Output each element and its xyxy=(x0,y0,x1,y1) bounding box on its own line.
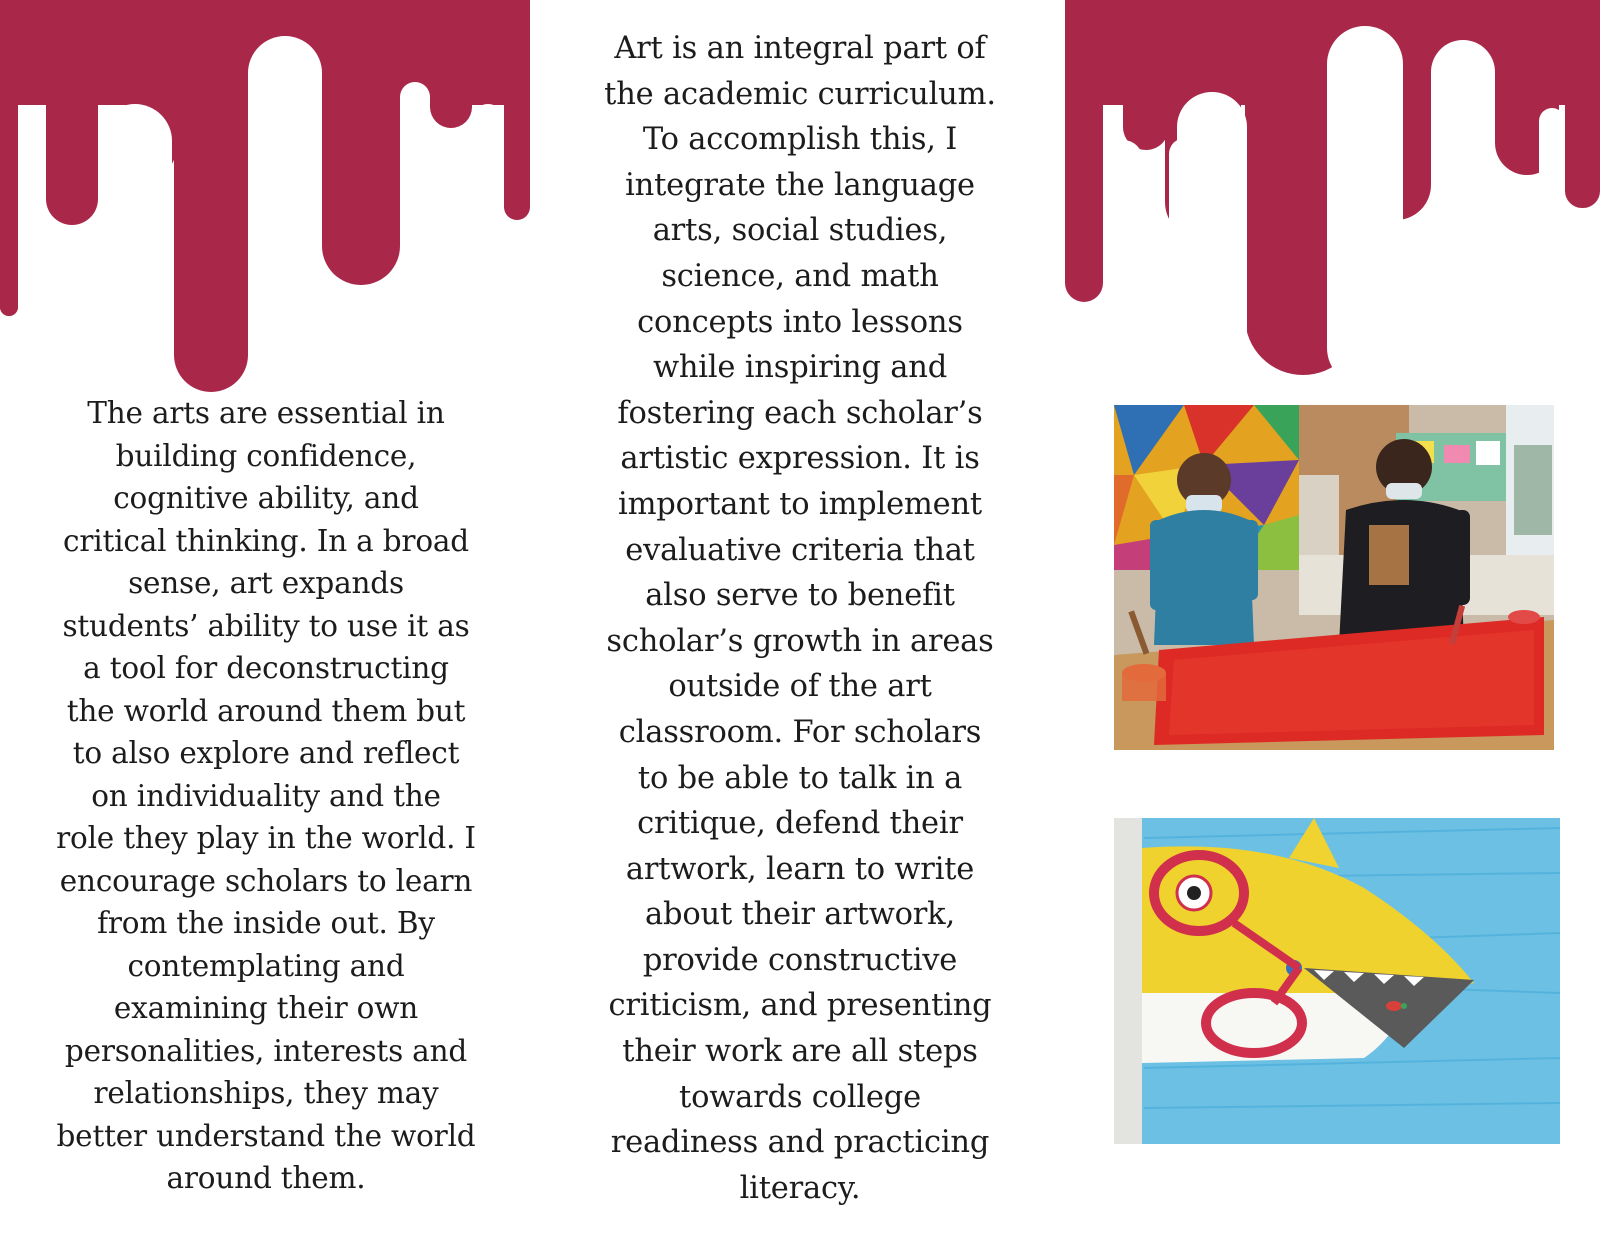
left-paragraph xyxy=(38,392,494,1200)
left-line: role they play in the world. I xyxy=(56,821,476,855)
middle-line: arts, social studies, xyxy=(652,213,948,249)
left-line: a tool for deconstructing xyxy=(83,651,449,685)
shark-scissors-drawing xyxy=(1114,818,1560,1144)
left-line: on individuality and the xyxy=(91,778,441,813)
left-line: from the inside out. By xyxy=(97,906,435,940)
paint-drip-right xyxy=(1065,0,1600,380)
left-line: to also explore and reflect xyxy=(72,736,460,770)
middle-line: their work are all steps xyxy=(622,1034,978,1070)
middle-line: to be able to talk in a xyxy=(637,760,963,796)
students-painting-photo xyxy=(1114,405,1554,750)
middle-line: integrate the language xyxy=(625,167,975,203)
middle-line: Art is an integral part of xyxy=(614,31,986,66)
left-line: examining their own xyxy=(113,991,419,1025)
middle-line: important to implement xyxy=(618,486,982,522)
left-line: around them. xyxy=(166,1161,366,1195)
left-line: critical thinking. In a broad xyxy=(63,523,469,558)
middle-line: critique, defend their xyxy=(637,806,963,842)
middle-line: classroom. For scholars xyxy=(618,714,982,750)
left-line: the world around them but xyxy=(66,693,466,728)
middle-line: while inspiring and xyxy=(652,350,948,386)
left-line: contemplating and xyxy=(127,948,405,983)
middle-line: literacy. xyxy=(739,1170,861,1206)
middle-line: fostering each scholar’s xyxy=(617,395,983,431)
middle-line: artistic expression. It is xyxy=(620,441,980,477)
middle-line: artwork, learn to write xyxy=(625,851,975,887)
middle-line: the academic curriculum. xyxy=(604,76,996,112)
left-line: The arts are essential in xyxy=(87,396,445,430)
middle-line: concepts into lessons xyxy=(637,304,963,340)
middle-line: provide constructive xyxy=(642,942,958,978)
middle-paragraph xyxy=(570,26,1030,1211)
left-line: better understand the world xyxy=(56,1118,476,1153)
middle-line: scholar’s growth in areas xyxy=(606,623,994,659)
left-line: relationships, they may xyxy=(93,1076,439,1110)
middle-line: criticism, and presenting xyxy=(608,988,992,1024)
left-line: students’ ability to use it as xyxy=(62,608,470,643)
left-line: building confidence, xyxy=(115,438,417,473)
left-line: encourage scholars to learn xyxy=(59,863,473,898)
middle-line: outside of the art xyxy=(668,669,932,705)
middle-line: To accomplish this, I xyxy=(642,122,958,158)
left-line: personalities, interests and xyxy=(64,1033,468,1068)
middle-line: readiness and practicing xyxy=(610,1125,990,1161)
left-line: sense, art expands xyxy=(128,566,404,600)
middle-line: towards college xyxy=(679,1079,921,1115)
middle-line: science, and math xyxy=(661,258,939,294)
paint-drip-left xyxy=(0,0,530,395)
middle-line: about their artwork, xyxy=(645,897,955,933)
middle-line: also serve to benefit xyxy=(645,578,955,614)
middle-line: evaluative criteria that xyxy=(625,532,975,568)
left-line: cognitive ability, and xyxy=(113,481,419,515)
